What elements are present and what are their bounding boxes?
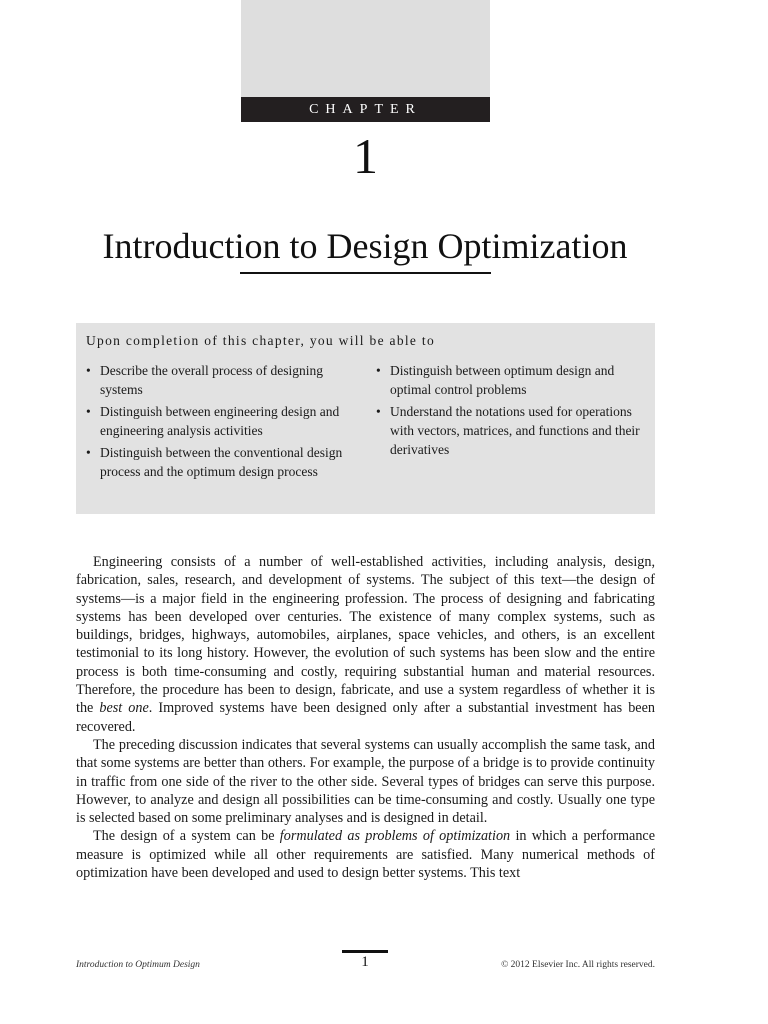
title-underline	[240, 272, 491, 274]
footer-page-rule	[342, 950, 388, 953]
paragraph-3-text: The design of a system can be	[93, 828, 280, 845]
objective-item: • Describe the overall process of designing systems	[86, 361, 366, 399]
footer-book-title: Introduction to Optimum Design	[76, 960, 200, 970]
objective-item: • Distinguish between optimum design and optimal control problems	[376, 361, 646, 399]
chapter-title: Introduction to Design Optimization	[102, 226, 628, 266]
emphasis-optimization: formulated as problems of optimization	[279, 828, 511, 845]
chapter-label: CHAPTER	[241, 97, 490, 122]
objectives-heading: Upon completion of this chapter, you will be able to	[86, 333, 435, 348]
learning-objectives-box	[76, 323, 655, 514]
emphasis-best-one: best one	[99, 700, 149, 717]
chapter-tab	[241, 0, 490, 97]
objectives-left-column	[86, 361, 366, 484]
paragraph-3-text-end: in which a performance measure is optimized while all other requirements are satisfied. Many numerical methods of optimization have been developed and used to design better systems. This text	[76, 828, 656, 882]
objectives-right-column	[376, 361, 646, 462]
objective-item: • Understand the notations used for operations with vectors, matrices, and functions and their derivatives	[376, 402, 646, 459]
body-text	[76, 553, 655, 882]
paragraph-1	[76, 553, 655, 736]
chapter-number: 1	[353, 128, 378, 184]
objective-item: • Distinguish between engineering design and engineering analysis activities	[86, 402, 366, 440]
paragraph-3	[76, 827, 655, 882]
paragraph-2: The preceding discussion indicates that several systems can usually accomplish the same task, and that some systems are better than others. For example, the purpose of a bridge is to provide continuity in traffic from one side of the river to the other side. Several types of bridges can serve this purpose. However, to analyze and design all possibilities can be time-consuming and costly. Usually one type is selected based on some preliminary analyses and is designed in detail.	[76, 736, 655, 827]
paragraph-1-text-end: . Improved systems have been designed only after a substantial investment has been recovered.	[76, 700, 655, 735]
objective-item: • Distinguish between the conventional design process and the optimum design process	[86, 443, 366, 481]
footer-copyright: © 2012 Elsevier Inc. All rights reserved.	[501, 960, 655, 970]
paragraph-1-text: Engineering consists of a number of well-established activities, including analysis, design, fabrication, sales, research, and development of systems. The subject of this text—the design of systems—is a major field in the engineering profession. The process of designing and fabricating systems has been developed over centuries. The existence of many complex systems, such as buildings, bridges, highways, automobiles, airplanes, space vehicles, and others, is an excellent testimonial to its long history. However, the evolution of such systems has been slow and the entire process is both time-consuming and costly, requiring substantial human and material resources. Therefore, the procedure has been to design, fabricate, and use a system regardless of whether it is the	[76, 554, 655, 717]
page-number: 1	[361, 954, 369, 970]
